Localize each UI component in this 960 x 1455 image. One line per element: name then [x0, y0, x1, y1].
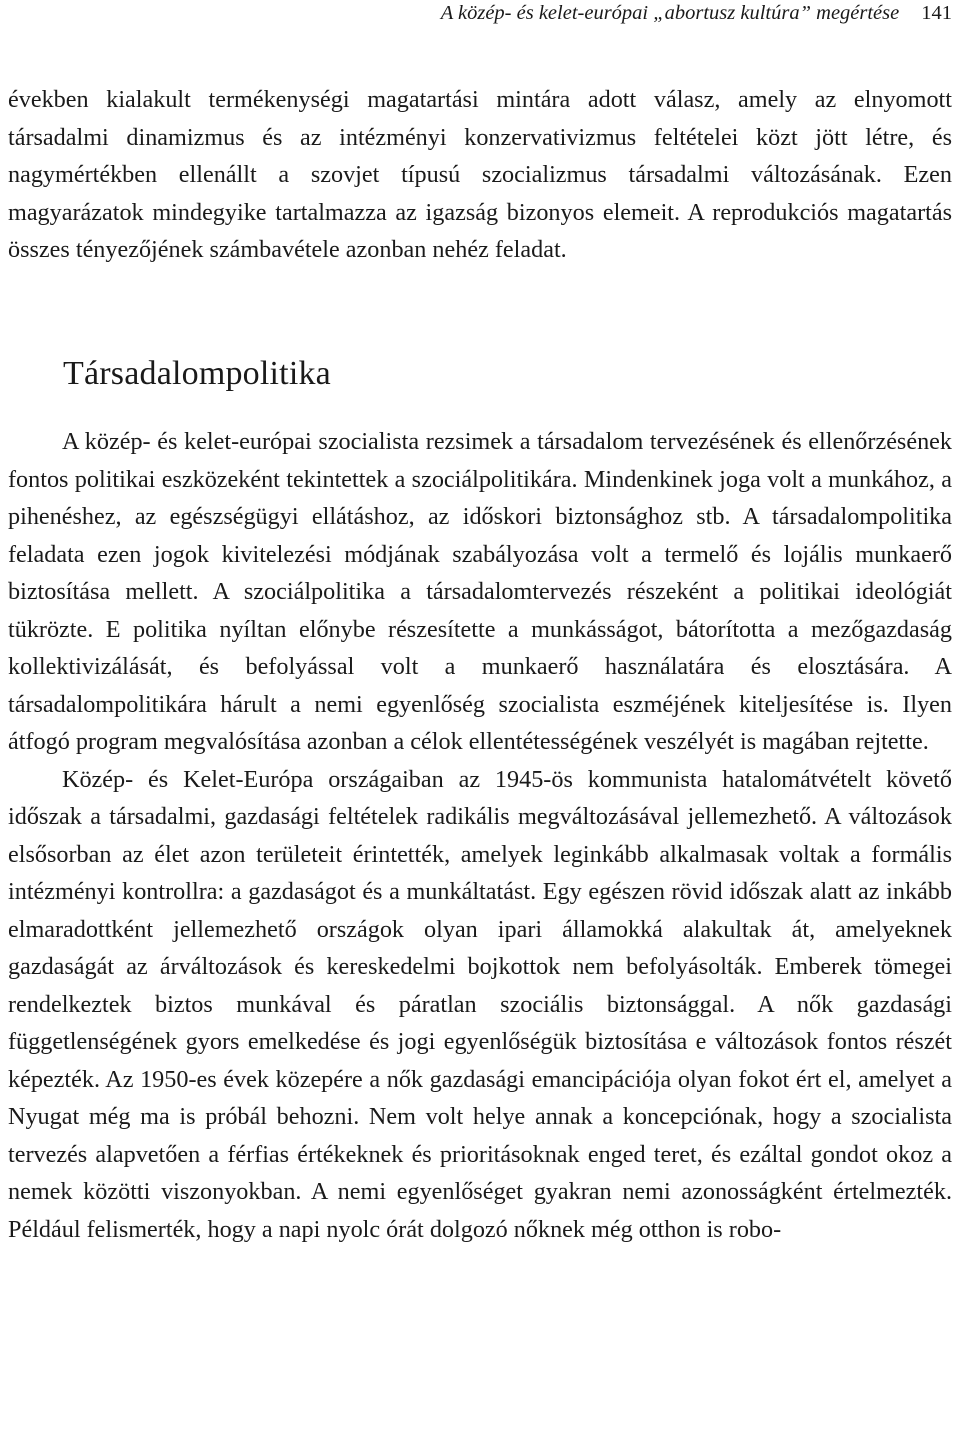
- intro-paragraph: években kialakult termékenységi magatartási mintára adott válasz, amely az elnyomott társadalmi dinamizmus és az intézményi konzervativizmus feltételei közt jött létre, és nagymértékben ellenállt a szovjet típusú szocializmus társadalmi változásának. Ezen magyarázatok mindegyike tartalmazza az igazság bizonyos elemeit. A reprodukciós magatartás összes tényezőjének számbavétele azonban nehéz feladat.: [8, 86, 952, 263]
- body-paragraph-2: Közép- és Kelet-Európa országaiban az 1945-ös kommunista hatalomátvételt követő időszak a társadalmi, gazdasági feltételek radikális megváltozásával jellemezhető. A változások elsősorban az élet azon területeit érintették, amelyek leginkább alkalmasak voltak a formális intézményi kontrollra: a gazdaságot és a munkáltatást. Egy egészen rövid időszak alatt az inkább elmaradottként jellemezhető országok olyan ipari államokká alakultak át, amelyeknek gazdaságát az árváltozások és kereskedelmi bojkottok nem befolyásolták. Emberek tömegei rendelkeztek biztos munkával és páratlan szociális biztonsággal. A nők gazdasági függetlenségének gyors emelkedése és jogi egyenlőségük biztosítása e változások fontos részét képezték. Az 1950-es évek közepére a nők gazdasági emancipációja olyan fokot ért el, amelyet a Nyugat még ma is próbál behozni. Nem volt helye annak a koncepciónak, hogy a szocialista tervezés alapvetően a férfias értékeknek és prioritásoknak enged teret, és ezáltal gondot okoz a nemek közötti viszonyokban. A nemi egyenlőséget gyakran nemi azonosságként értelmezték. Például felismerték, hogy a napi nyolc órát dolgozó nőknek még otthon is robo-: [8, 765, 952, 1243]
- body-paragraph-1: A közép- és kelet-európai szocialista rezsimek a társadalom tervezésének és ellenőrzésének fontos politikai eszközeként tekintettek a szociálpolitikára. Mindenkinek joga volt a munkához, a pihenéshez, az egészségügyi ellátáshoz, az időskori biztonsághoz stb. A társadalompolitika feladata ezen jogok kivitelezési módjának szabályozása volt a termelő és lojális munkaerő biztosítása mellett. A szociálpolitika a társadalomtervezés részeként a politikai ideológiát tükrözte. E politika nyíltan előnybe részesítette a munkásságot, bátorította a mezőgazdaság kollektivizálását, és befolyással volt a munkaerő használatára és elosztására. A társadalompolitikára hárult a nemi egyenlőség szocialista eszméjének kiteljesítése is. Ilyen átfogó program megvalósítása azonban a célok ellentétességének veszélyét is magában rejtette.: [8, 428, 952, 755]
- section-heading: Társadalompolitika: [63, 355, 331, 392]
- section-body: [8, 423, 952, 1248]
- running-title: A közép- és kelet-európai „abortusz kultúra” megértése: [440, 2, 900, 24]
- page-number: 141: [921, 2, 952, 24]
- intro-text-block: [8, 81, 952, 269]
- running-header: [0, 0, 952, 26]
